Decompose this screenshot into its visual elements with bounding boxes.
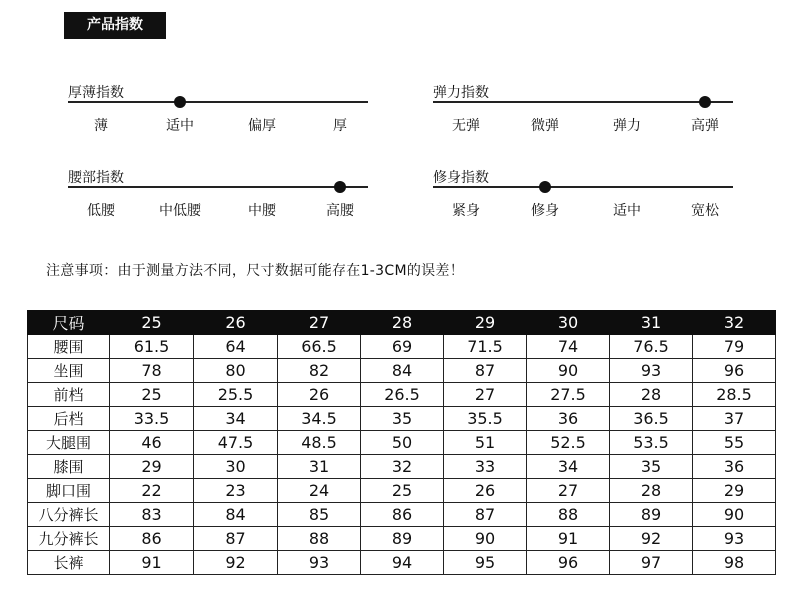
table-cell: 33.5 xyxy=(110,407,194,431)
size-header-cell: 27 xyxy=(278,311,361,335)
table-cell: 27 xyxy=(444,383,527,407)
table-cell: 90 xyxy=(693,503,776,527)
table-header-row xyxy=(28,311,776,335)
table-cell: 96 xyxy=(693,359,776,383)
row-label-cell: 腰围 xyxy=(28,335,110,359)
table-cell: 35.5 xyxy=(444,407,527,431)
table-cell: 34.5 xyxy=(278,407,361,431)
table-cell: 35 xyxy=(610,455,693,479)
index-option-label: 微弹 xyxy=(531,118,559,134)
table-cell: 52.5 xyxy=(527,431,610,455)
index-option-label: 高腰 xyxy=(326,203,354,219)
row-label-cell: 脚口围 xyxy=(28,479,110,503)
index-panel xyxy=(68,82,368,142)
table-cell: 34 xyxy=(527,455,610,479)
table-cell: 80 xyxy=(194,359,278,383)
table-cell: 26 xyxy=(278,383,361,407)
table-cell: 37 xyxy=(693,407,776,431)
size-header-cell: 31 xyxy=(610,311,693,335)
table-cell: 71.5 xyxy=(444,335,527,359)
table-cell: 22 xyxy=(110,479,194,503)
table-row xyxy=(28,383,776,407)
index-option-label: 中低腰 xyxy=(159,203,201,219)
table-cell: 92 xyxy=(610,527,693,551)
index-option-label: 宽松 xyxy=(691,203,719,219)
table-cell: 28 xyxy=(610,383,693,407)
table-cell: 26 xyxy=(444,479,527,503)
table-cell: 76.5 xyxy=(610,335,693,359)
table-row xyxy=(28,551,776,575)
table-cell: 36.5 xyxy=(610,407,693,431)
table-cell: 24 xyxy=(278,479,361,503)
index-option-label: 偏厚 xyxy=(248,118,276,134)
table-cell: 46 xyxy=(110,431,194,455)
table-row xyxy=(28,503,776,527)
row-label-cell: 九分裤长 xyxy=(28,527,110,551)
index-option-label: 适中 xyxy=(613,203,641,219)
index-panel xyxy=(433,167,733,227)
table-cell: 90 xyxy=(527,359,610,383)
table-cell: 48.5 xyxy=(278,431,361,455)
index-option-label: 中腰 xyxy=(248,203,276,219)
row-label-cell: 前档 xyxy=(28,383,110,407)
table-cell: 85 xyxy=(278,503,361,527)
table-cell: 87 xyxy=(444,359,527,383)
table-cell: 53.5 xyxy=(610,431,693,455)
table-cell: 25.5 xyxy=(194,383,278,407)
table-row xyxy=(28,359,776,383)
size-header-cell: 26 xyxy=(194,311,278,335)
index-option-label: 无弹 xyxy=(452,118,480,134)
index-option-label: 高弹 xyxy=(691,118,719,134)
table-cell: 23 xyxy=(194,479,278,503)
table-cell: 36 xyxy=(527,407,610,431)
table-cell: 29 xyxy=(110,455,194,479)
index-option-label: 弹力 xyxy=(613,118,641,134)
index-scale-line xyxy=(433,101,733,103)
row-label-cell: 膝围 xyxy=(28,455,110,479)
table-cell: 25 xyxy=(110,383,194,407)
size-table xyxy=(27,310,776,575)
row-label-cell: 八分裤长 xyxy=(28,503,110,527)
table-cell: 27 xyxy=(527,479,610,503)
index-option-label: 低腰 xyxy=(87,203,115,219)
table-cell: 55 xyxy=(693,431,776,455)
table-cell: 28 xyxy=(610,479,693,503)
table-cell: 84 xyxy=(194,503,278,527)
index-marker-dot xyxy=(699,96,711,108)
table-cell: 83 xyxy=(110,503,194,527)
index-panel xyxy=(68,167,368,227)
size-header-cell: 25 xyxy=(110,311,194,335)
table-cell: 89 xyxy=(610,503,693,527)
table-row xyxy=(28,527,776,551)
index-marker-dot xyxy=(174,96,186,108)
table-cell: 35 xyxy=(361,407,444,431)
table-cell: 27.5 xyxy=(527,383,610,407)
table-row xyxy=(28,455,776,479)
table-cell: 34 xyxy=(194,407,278,431)
table-cell: 88 xyxy=(527,503,610,527)
table-cell: 25 xyxy=(361,479,444,503)
table-cell: 94 xyxy=(361,551,444,575)
table-cell: 97 xyxy=(610,551,693,575)
index-scale-line xyxy=(433,186,733,188)
table-cell: 91 xyxy=(110,551,194,575)
table-cell: 89 xyxy=(361,527,444,551)
size-header-cell: 28 xyxy=(361,311,444,335)
table-cell: 82 xyxy=(278,359,361,383)
index-option-label: 修身 xyxy=(531,203,559,219)
index-panel xyxy=(433,82,733,142)
product-index-badge: 产品指数 xyxy=(64,12,166,39)
index-option-label: 厚 xyxy=(333,118,347,134)
table-cell: 69 xyxy=(361,335,444,359)
table-cell: 87 xyxy=(194,527,278,551)
index-marker-dot xyxy=(334,181,346,193)
table-cell: 61.5 xyxy=(110,335,194,359)
index-marker-dot xyxy=(539,181,551,193)
table-row xyxy=(28,335,776,359)
row-label-cell: 后档 xyxy=(28,407,110,431)
table-cell: 93 xyxy=(693,527,776,551)
table-cell: 29 xyxy=(693,479,776,503)
index-scale-line xyxy=(68,101,368,103)
table-cell: 88 xyxy=(278,527,361,551)
size-header-cell: 29 xyxy=(444,311,527,335)
table-row xyxy=(28,431,776,455)
table-cell: 74 xyxy=(527,335,610,359)
table-cell: 98 xyxy=(693,551,776,575)
table-header-label: 尺码 xyxy=(28,311,110,335)
table-cell: 93 xyxy=(610,359,693,383)
measurement-note: 注意事项：由于测量方法不同，尺寸数据可能存在1-3CM的误差！ xyxy=(46,263,465,279)
row-label-cell: 大腿围 xyxy=(28,431,110,455)
table-cell: 66.5 xyxy=(278,335,361,359)
index-title: 厚薄指数 xyxy=(68,85,124,101)
table-cell: 91 xyxy=(527,527,610,551)
row-label-cell: 长裤 xyxy=(28,551,110,575)
table-cell: 86 xyxy=(110,527,194,551)
size-header-cell: 30 xyxy=(527,311,610,335)
table-cell: 64 xyxy=(194,335,278,359)
table-cell: 78 xyxy=(110,359,194,383)
table-cell: 86 xyxy=(361,503,444,527)
table-cell: 95 xyxy=(444,551,527,575)
index-option-label: 适中 xyxy=(166,118,194,134)
table-cell: 51 xyxy=(444,431,527,455)
index-title: 腰部指数 xyxy=(68,170,124,186)
index-title: 弹力指数 xyxy=(433,85,489,101)
index-title: 修身指数 xyxy=(433,170,489,186)
table-cell: 50 xyxy=(361,431,444,455)
row-label-cell: 坐围 xyxy=(28,359,110,383)
table-row xyxy=(28,407,776,431)
index-option-label: 薄 xyxy=(94,118,108,134)
index-option-label: 紧身 xyxy=(452,203,480,219)
table-cell: 47.5 xyxy=(194,431,278,455)
table-cell: 92 xyxy=(194,551,278,575)
table-cell: 87 xyxy=(444,503,527,527)
table-cell: 32 xyxy=(361,455,444,479)
table-cell: 79 xyxy=(693,335,776,359)
table-cell: 30 xyxy=(194,455,278,479)
index-scale-line xyxy=(68,186,368,188)
table-cell: 96 xyxy=(527,551,610,575)
table-cell: 28.5 xyxy=(693,383,776,407)
table-cell: 84 xyxy=(361,359,444,383)
table-cell: 26.5 xyxy=(361,383,444,407)
table-cell: 93 xyxy=(278,551,361,575)
table-row xyxy=(28,479,776,503)
table-cell: 31 xyxy=(278,455,361,479)
table-cell: 33 xyxy=(444,455,527,479)
size-header-cell: 32 xyxy=(693,311,776,335)
table-cell: 36 xyxy=(693,455,776,479)
table-cell: 90 xyxy=(444,527,527,551)
